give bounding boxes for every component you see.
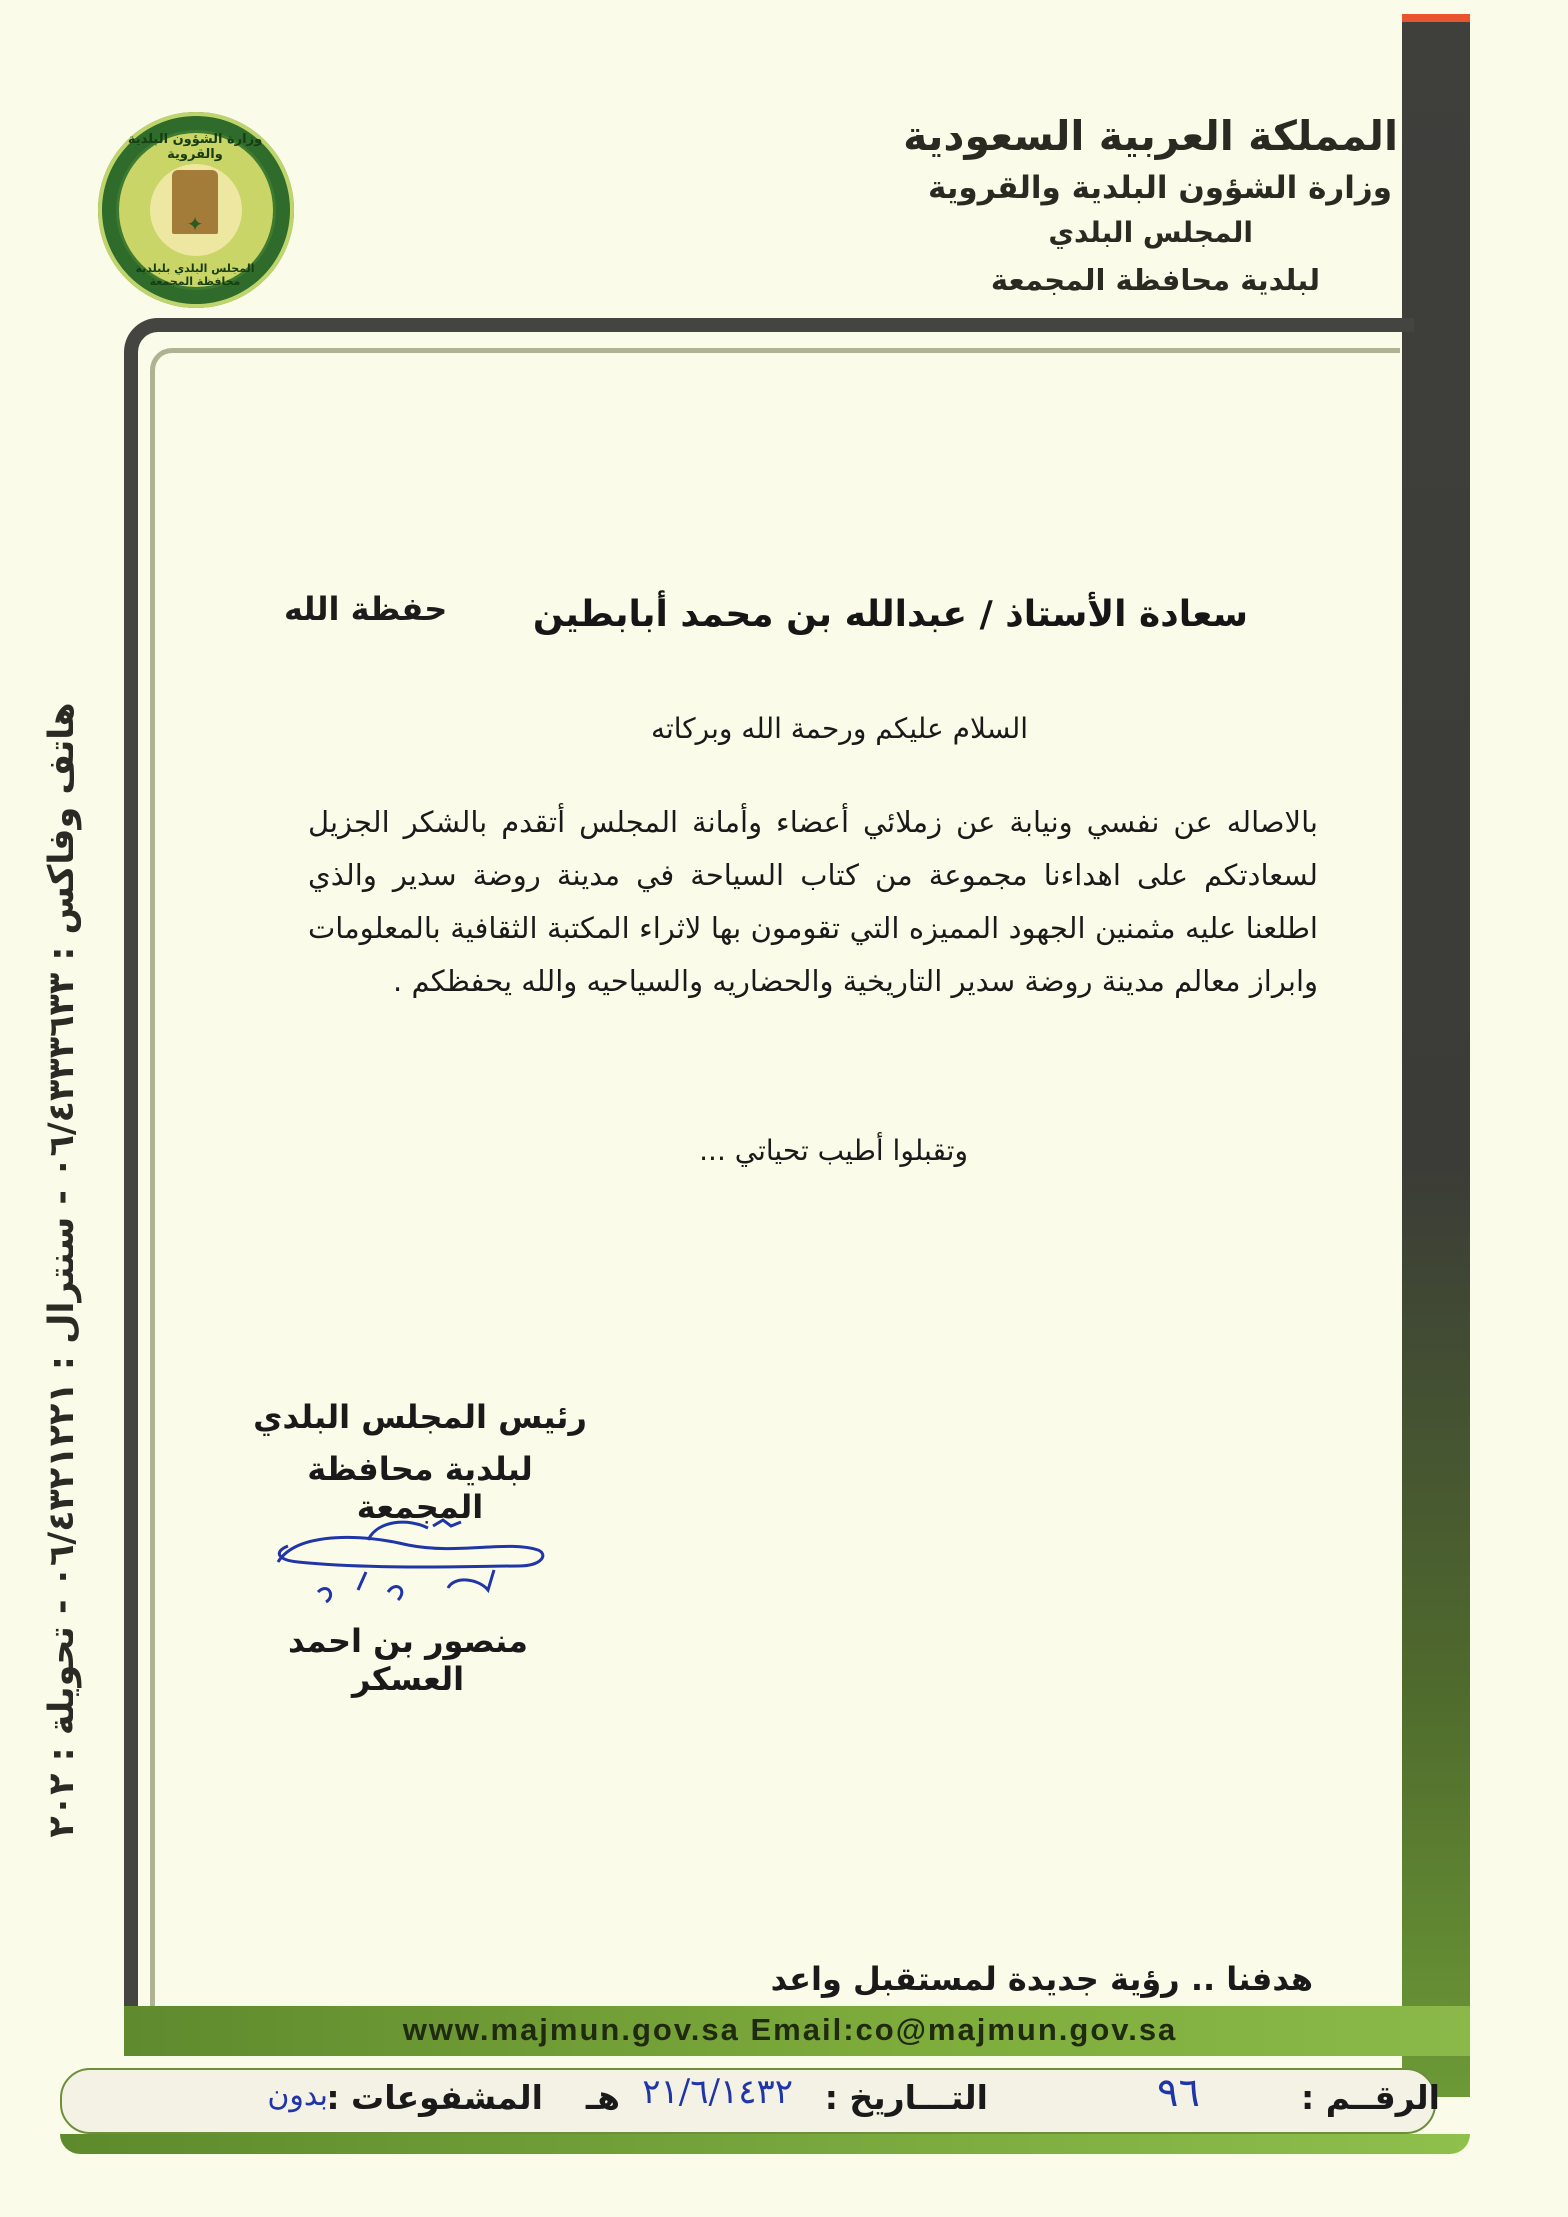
handwritten-signature bbox=[258, 1500, 558, 1610]
date-value: ٢١/٦/١٤٣٢ bbox=[642, 2072, 793, 2112]
recipient-line: سعادة الأستاذ / عبدالله بن محمد أبابطين bbox=[532, 594, 1248, 635]
header-kingdom: المملكة العربية السعودية bbox=[903, 112, 1398, 160]
logo-text-top: وزارة الشؤون البلدية والقروية bbox=[127, 132, 263, 162]
signatory-title: رئيس المجلس البلدي bbox=[253, 1398, 587, 1436]
side-contact-text: هاتف وفاكس : ٠٦/٤٣٣٣٦٣٣ - سنترال : ٠٦/٤٣٢١٢٢١ - تحويلة : ٢٠٢ bbox=[42, 702, 82, 1838]
slogan: هدفنا .. رؤية جديدة لمستقبل واعد bbox=[770, 1960, 1313, 1998]
reference-bar-shadow bbox=[60, 2134, 1470, 2154]
attachments-value: بدون bbox=[267, 2078, 328, 2113]
reference-number-label: الرقــم : bbox=[1301, 2078, 1440, 2117]
letter-body: بالاصاله عن نفسي ونيابة عن زملائي أعضاء وأمانة المجلس أتقدم بالشكر الجزيل لسعادتكم على اهداءنا مجموعة من كتاب السياحة في مدينة روضة سدير والذي اطلعنا عليه مثمنين الجهود المميزه التي تقومون بها لاثراء المكتبة الثقافية بالمعلومات وابراز معالم مدينة روضة سدير التاريخية والحضاريه والسياحيه والله يحفظكم . bbox=[308, 805, 1318, 998]
signatory-organization: لبلدية محافظة المجمعة bbox=[307, 1450, 533, 1526]
hijri-suffix: هـ bbox=[585, 2078, 620, 2117]
closing-line: وتقبلوا أطيب تحياتي ... bbox=[699, 1134, 968, 1167]
signatory-name: منصور بن احمد العسكر bbox=[288, 1622, 528, 1698]
website-email: www.majmun.gov.sa Email:co@majmun.gov.sa bbox=[402, 2012, 1178, 2047]
honorific: حفظة الله bbox=[284, 590, 448, 628]
header-ministry: وزارة الشؤون البلدية والقروية bbox=[927, 170, 1392, 206]
attachments-label: المشفوعات : bbox=[326, 2078, 543, 2117]
greeting: السلام عليكم ورحمة الله وبركاته bbox=[650, 712, 1028, 745]
header-municipality: لبلدية محافظة المجمعة bbox=[990, 263, 1320, 297]
palm-swords-icon: ✦ bbox=[186, 212, 204, 236]
reference-number-value: ٩٦ bbox=[1157, 2070, 1200, 2116]
logo-text-bottom: المجلس البلدي بلبلدية محافظة المجمعة bbox=[135, 262, 255, 288]
header-council: المجلس البلدي bbox=[1048, 216, 1253, 249]
date-label: التـــاريخ : bbox=[824, 2078, 988, 2117]
